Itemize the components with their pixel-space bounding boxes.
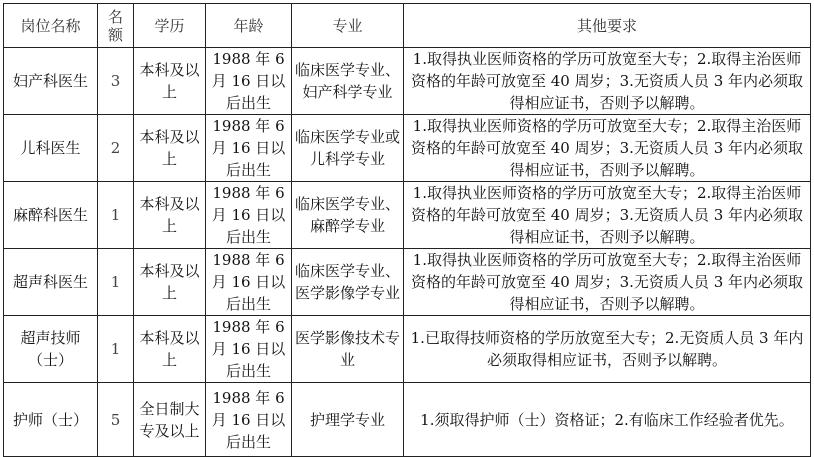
table-row — [4, 182, 811, 249]
position-name: 妇产科医生 — [4, 48, 98, 115]
position-count: 1 — [98, 182, 134, 249]
major-requirement: 临床医学专业或儿科学专业 — [292, 115, 404, 182]
position-name: 护师（士） — [4, 383, 98, 457]
table-header-row — [4, 4, 811, 48]
education-requirement: 全日制大专及以上 — [134, 383, 206, 457]
other-requirements: 1.已取得技师资格的学历放宽至大专；2.无资质人员 3 年内必须取得相应证书，否则予以解聘。 — [404, 316, 811, 383]
position-name: 超声技师（士） — [4, 316, 98, 383]
age-requirement: 1988 年 6 月 16 日以后出生 — [206, 249, 292, 316]
header-education: 学历 — [134, 4, 206, 48]
education-requirement: 本科及以上 — [134, 316, 206, 383]
education-requirement: 本科及以上 — [134, 182, 206, 249]
age-requirement: 1988 年 6 月 16 日以后出生 — [206, 182, 292, 249]
age-requirement: 1988 年 6 月 16 日以后出生 — [206, 48, 292, 115]
table-row — [4, 115, 811, 182]
position-name: 麻醉科医生 — [4, 182, 98, 249]
education-requirement: 本科及以上 — [134, 48, 206, 115]
header-major: 专业 — [292, 4, 404, 48]
major-requirement: 临床医学专业、麻醉学专业 — [292, 182, 404, 249]
education-requirement: 本科及以上 — [134, 115, 206, 182]
position-name: 超声科医生 — [4, 249, 98, 316]
other-requirements: 1.取得执业医师资格的学历可放宽至大专；2.取得主治医师资格的年龄可放宽至 40 周岁；3.无资质人员 3 年内必须取得相应证书，否则予以解聘。 — [404, 249, 811, 316]
education-requirement: 本科及以上 — [134, 249, 206, 316]
table-row — [4, 383, 811, 457]
table-row — [4, 48, 811, 115]
table-row — [4, 316, 811, 383]
age-requirement: 1988 年 6 月 16 日以后出生 — [206, 115, 292, 182]
other-requirements: 1.取得执业医师资格的学历可放宽至大专；2.取得主治医师资格的年龄可放宽至 40 周岁；3.无资质人员 3 年内必须取得相应证书，否则予以解聘。 — [404, 48, 811, 115]
major-requirement: 临床医学专业、医学影像学专业 — [292, 249, 404, 316]
major-requirement: 护理学专业 — [292, 383, 404, 457]
header-age: 年龄 — [206, 4, 292, 48]
position-count: 2 — [98, 115, 134, 182]
age-requirement: 1988 年 6 月 16 日以后出生 — [206, 316, 292, 383]
other-requirements: 1.取得执业医师资格的学历可放宽至大专；2.取得主治医师资格的年龄可放宽至 40 周岁；3.无资质人员 3 年内必须取得相应证书，否则予以解聘。 — [404, 115, 811, 182]
table-row — [4, 249, 811, 316]
major-requirement: 临床医学专业、妇产科学专业 — [292, 48, 404, 115]
header-position: 岗位名称 — [4, 4, 98, 48]
header-count: 名额 — [98, 4, 134, 48]
position-count: 3 — [98, 48, 134, 115]
age-requirement: 1988 年 6 月 16 日以后出生 — [206, 383, 292, 457]
position-count: 1 — [98, 316, 134, 383]
position-name: 儿科医生 — [4, 115, 98, 182]
position-count: 5 — [98, 383, 134, 457]
position-count: 1 — [98, 249, 134, 316]
other-requirements: 1.须取得护师（士）资格证；2.有临床工作经验者优先。 — [404, 383, 811, 457]
header-requirements: 其他要求 — [404, 4, 811, 48]
major-requirement: 医学影像技术专业 — [292, 316, 404, 383]
other-requirements: 1.取得执业医师资格的学历可放宽至大专；2.取得主治医师资格的年龄可放宽至 40 周岁；3.无资质人员 3 年内必须取得相应证书，否则予以解聘。 — [404, 182, 811, 249]
recruitment-table — [3, 3, 811, 457]
